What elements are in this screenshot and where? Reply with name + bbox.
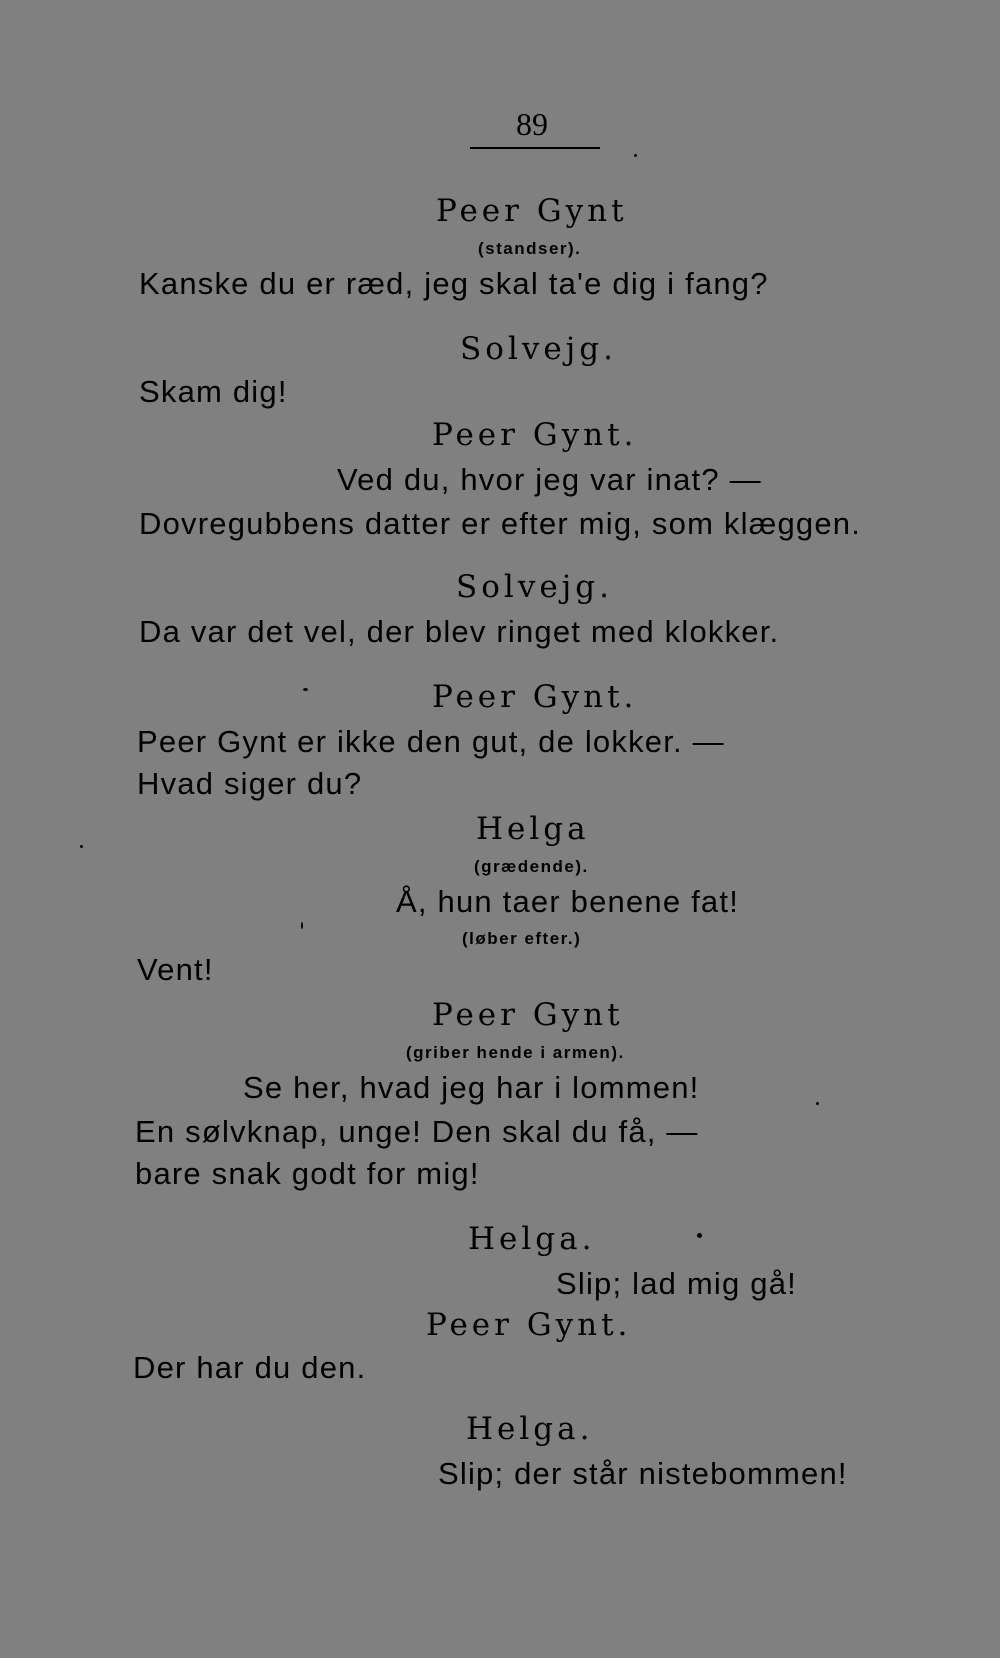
verse-line: Peer Gynt er ikke den gut, de lokker. — [137, 724, 725, 759]
print-speck [816, 1102, 819, 1105]
verse-line: Slip; lad mig gå! [556, 1266, 797, 1301]
verse-line: Hvad siger du? [137, 766, 363, 801]
print-speck [697, 1233, 702, 1238]
verse-line: Å, hun taer benene fat! [396, 884, 740, 919]
speaker-peer-gynt: Peer Gynt [432, 997, 624, 1033]
verse-line: Vent! [137, 952, 214, 987]
page-number-rule [470, 147, 600, 149]
verse-line: bare snak godt for mig! [135, 1156, 480, 1191]
speaker-peer-gynt: Peer Gynt [436, 193, 628, 229]
speaker-solvejg: Solvejg. [460, 331, 617, 367]
print-speck [303, 688, 308, 691]
verse-line: Slip; der står nistebommen! [438, 1456, 848, 1491]
page-number: 89 [516, 106, 548, 142]
print-speck [301, 922, 303, 929]
verse-line: Kanske du er ræd, jeg skal ta'e dig i fang? [139, 266, 769, 301]
verse-line: En sølvknap, unge! Den skal du få, — [135, 1114, 699, 1149]
speaker-peer-gynt: Peer Gynt. [426, 1307, 632, 1343]
speaker-helga: Helga. [466, 1411, 594, 1447]
verse-line: Ved du, hvor jeg var inat? — [337, 462, 762, 497]
verse-line: Der har du den. [133, 1350, 367, 1385]
stage-direction: (løber efter.) [462, 929, 582, 948]
print-speck [80, 845, 83, 848]
verse-line: Se her, hvad jeg har i lommen! [243, 1070, 700, 1105]
speaker-helga: Helga. [468, 1221, 596, 1257]
speaker-peer-gynt: Peer Gynt. [432, 679, 638, 715]
speaker-helga: Helga [476, 811, 590, 847]
stage-direction: (griber hende i armen). [406, 1043, 625, 1062]
stage-direction: (grædende). [474, 857, 589, 876]
stage-direction: (standser). [478, 239, 582, 258]
print-speck [634, 154, 637, 157]
verse-line: Da var det vel, der blev ringet med klokker. [139, 614, 780, 649]
verse-line: Skam dig! [139, 374, 288, 409]
speaker-solvejg: Solvejg. [456, 569, 613, 605]
verse-line: Dovregubbens datter er efter mig, som klæggen. [139, 506, 862, 541]
speaker-peer-gynt: Peer Gynt. [432, 417, 638, 453]
